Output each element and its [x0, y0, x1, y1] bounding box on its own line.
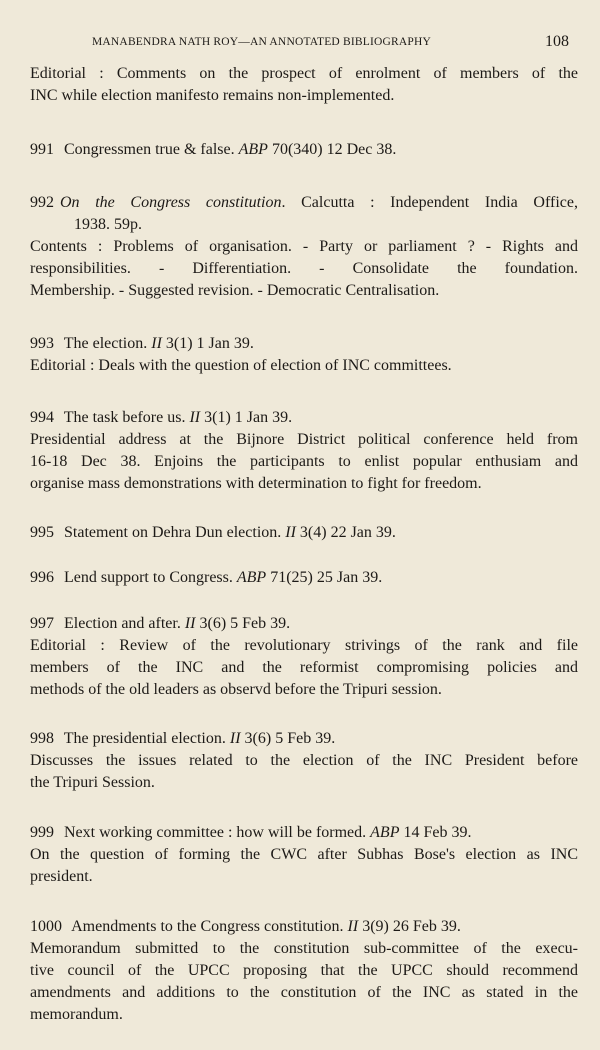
- entry-title: Next working committee : how will be formed.: [64, 824, 367, 841]
- annotation-line: amendments and additions to the constitution of the INC as stated in the: [30, 984, 578, 1001]
- entry-number: 993: [30, 335, 54, 352]
- entry-source: II: [184, 615, 196, 632]
- annotation-line: the Tripuri Session.: [30, 774, 155, 791]
- entry-citation: 3(6) 5 Feb 39.: [199, 615, 291, 632]
- page-number: 108: [545, 33, 569, 50]
- entry-source: ABP: [236, 569, 267, 586]
- annotation-line: tive council of the UPCC proposing that the UPCC should recommend: [30, 962, 578, 979]
- entry-title: Election and after.: [64, 615, 181, 632]
- entry-999: [30, 822, 578, 888]
- entry-heading: [30, 613, 578, 635]
- entry-citation: 70(340) 12 Dec 38.: [271, 141, 397, 158]
- entry-996: [30, 567, 578, 589]
- entry-title: Congressmen true & false.: [64, 141, 235, 158]
- entry-title: The task before us.: [63, 409, 186, 426]
- entry-citation: 3(1) 1 Jan 39.: [165, 335, 254, 352]
- annotation-line: Presidential address at the Bijnore District political conference held from: [30, 431, 578, 448]
- entry-source: ABP: [238, 141, 268, 158]
- annotation-line: 16-18 Dec 38. Enjoins the participants to enlist popular enthusiam and: [30, 453, 578, 470]
- entry-title: Amendments to the Congress constitution.: [71, 918, 344, 935]
- entry-heading: [30, 567, 578, 589]
- entry-1000: [30, 916, 578, 1026]
- entry-title: On the Congress constitution: [60, 194, 282, 211]
- entry-title: The presidential election.: [63, 730, 226, 747]
- annotation-line: Discusses the issues related to the election of the INC President before: [30, 752, 578, 769]
- annotation-line: Memorandum submitted to the constitution sub-committee of the execu-: [30, 940, 578, 957]
- entry-heading: [30, 333, 578, 355]
- entry-number: 992: [30, 194, 54, 211]
- entry-heading: [30, 916, 578, 938]
- entry-number: 991: [30, 141, 54, 158]
- annotation-line: organise mass demonstrations with determination to fight for freedom.: [30, 475, 482, 492]
- entry-number: 1000: [30, 918, 62, 935]
- annotation-line: responsibilities. - Differentiation. - Consolidate the foundation.: [30, 260, 578, 277]
- entry-998: [30, 728, 578, 794]
- entry-number: 997: [30, 615, 54, 632]
- entry-990-continuation: [30, 63, 578, 107]
- entry-title: The election.: [63, 335, 148, 352]
- entry-number: 994: [30, 409, 54, 426]
- entry-source: ABP: [370, 824, 400, 841]
- entry-number: 999: [30, 824, 54, 841]
- entry-994: [30, 407, 578, 495]
- annotation-line: On the question of forming the CWC after Subhas Bose's election as INC: [30, 846, 578, 863]
- entry-source: II: [151, 335, 162, 352]
- annotation-line: members of the INC and the reformist compromising policies and: [30, 659, 578, 676]
- entry-citation: 14 Feb 39.: [403, 824, 472, 841]
- entry-source: II: [229, 730, 241, 747]
- entry-source: II: [285, 524, 296, 541]
- entry-title: Statement on Dehra Dun election.: [64, 524, 282, 541]
- entry-publisher-line2: 1938. 59p.: [74, 216, 142, 233]
- entry-number: 995: [30, 524, 54, 541]
- annotation-line: memorandum.: [30, 1006, 123, 1023]
- entry-992: [30, 192, 578, 302]
- entry-citation: 3(4) 22 Jan 39.: [299, 524, 396, 541]
- entry-heading: [30, 822, 578, 844]
- entry-number: 996: [30, 569, 54, 586]
- entry-publisher: . Calcutta : Independent India Office,: [281, 194, 579, 211]
- entry-citation: 3(6) 5 Feb 39.: [244, 730, 336, 747]
- annotation-line: Contents : Problems of organisation. - Party or parliament ? - Rights and: [30, 238, 578, 255]
- entry-source: II: [347, 918, 359, 935]
- annotation-line: INC while election manifesto remains non-implemented.: [30, 87, 395, 104]
- entry-heading: [30, 139, 578, 161]
- page-header: [0, 33, 600, 57]
- entry-heading: [30, 728, 578, 750]
- annotation-line: president.: [30, 868, 93, 885]
- running-head: MANABENDRA NATH ROY—AN ANNOTATED BIBLIOGRAPHY: [92, 36, 432, 48]
- annotation-line: Editorial : Review of the revolutionary strivings of the rank and file: [30, 637, 578, 654]
- entry-heading: [30, 192, 578, 214]
- entry-title: Lend support to Congress.: [64, 569, 233, 586]
- entry-997: [30, 613, 578, 701]
- entry-991: [30, 139, 578, 161]
- entry-citation: 3(9) 26 Feb 39.: [362, 918, 461, 935]
- entry-995: [30, 522, 578, 544]
- annotation-line: Editorial : Comments on the prospect of enrolment of members of the: [30, 65, 578, 82]
- entry-heading: [30, 522, 578, 544]
- entry-citation: 71(25) 25 Jan 39.: [270, 569, 383, 586]
- entry-heading: [30, 407, 578, 429]
- entry-number: 998: [30, 730, 54, 747]
- entry-993: [30, 333, 578, 377]
- entry-source: II: [189, 409, 201, 426]
- annotation-line: Membership. - Suggested revision. - Democratic Centralisation.: [30, 282, 440, 299]
- annotation-line: Editorial : Deals with the question of election of INC committees.: [30, 357, 452, 374]
- entry-citation: 3(1) 1 Jan 39.: [204, 409, 293, 426]
- annotation-line: methods of the old leaders as observd before the Tripuri session.: [30, 681, 442, 698]
